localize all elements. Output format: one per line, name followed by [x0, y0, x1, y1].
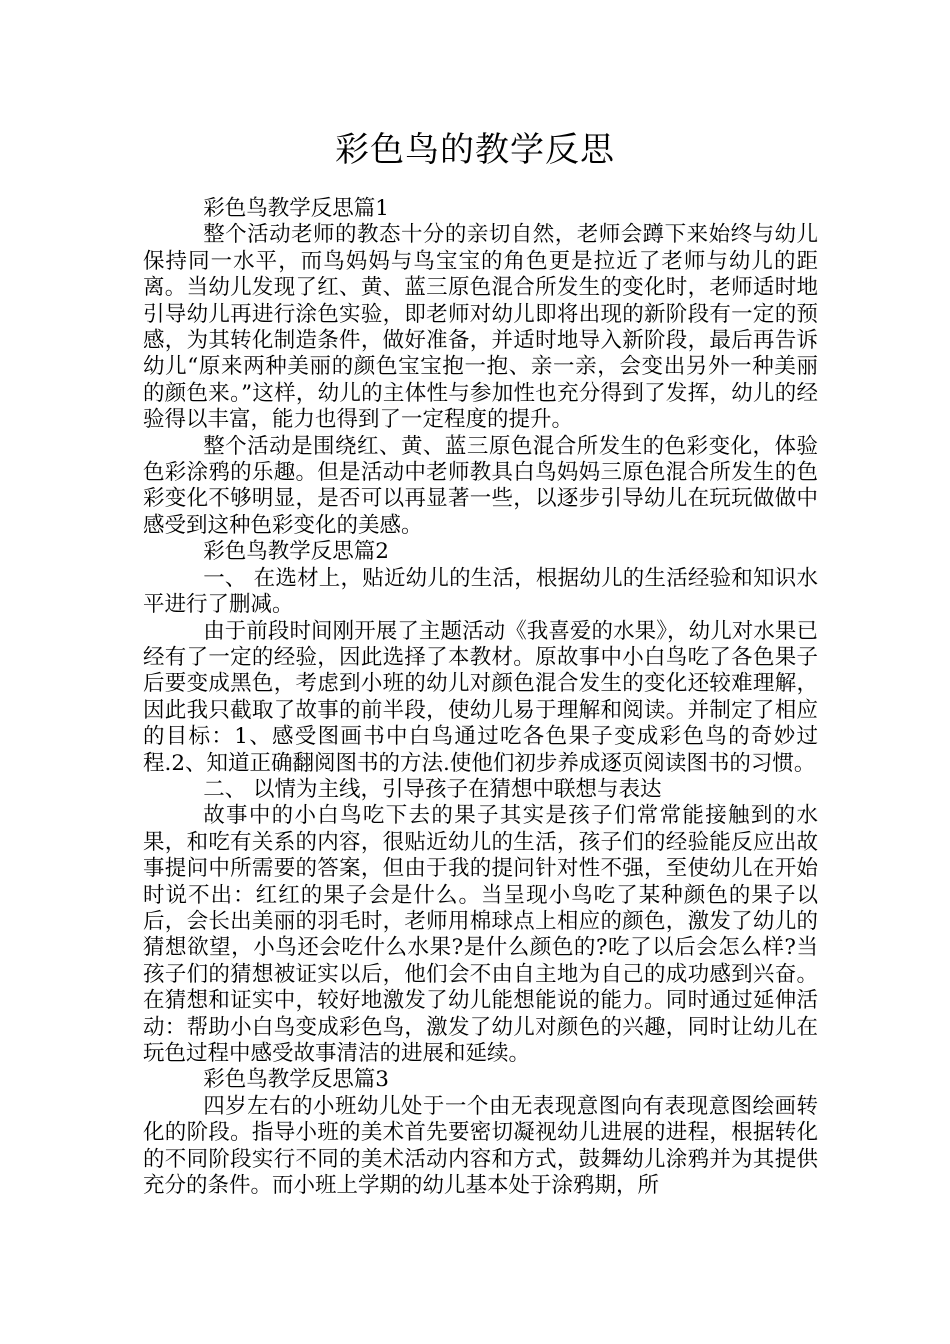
section-heading: 彩色鸟教学反思篇3 [203, 1067, 389, 1093]
document-title: 彩色鸟的教学反思 [335, 130, 615, 170]
paragraph: 四岁左右的小班幼儿处于一个由无表现意图向有表现意图绘画转化的阶段。指导小班的美术首先要密切凝视幼儿进展的进程，根据转化的不同阶段实行不同的美术活动内容和方式，鼓舞幼儿涂鸦并为其提供充分的条件。而小班上学期的幼儿基本处于涂鸦期，所 [143, 1093, 818, 1199]
paragraph: 故事中的小白鸟吃下去的果子其实是孩子们常常能接触到的水果，和吃有关系的内容，很贴近幼儿的生活，孩子们的经验能反应出故事提问中所需要的答案，但由于我的提问针对性不强，至使幼儿在开始时说不出：红红的果子会是什么。当呈现小鸟吃了某种颜色的果子以后，会长出美丽的羽毛时，老师用棉球点上相应的颜色，激发了幼儿的猜想欲望，小鸟还会吃什么水果?是什么颜色的?吃了以后会怎么样?当孩子们的猜想被证实以后，他们会不由自主地为自己的成功感到兴奋。在猜想和证实中，较好地激发了幼儿能想能说的能力。同时通过延伸活动：帮助小白鸟变成彩色鸟，激发了幼儿对颜色的兴趣，同时让幼儿在玩色过程中感受故事清洁的进展和延续。 [143, 803, 818, 1066]
paragraph: 一、 在选材上，贴近幼儿的生活，根据幼儿的生活经验和知识水平进行了删减。 [143, 565, 818, 618]
paragraph: 由于前段时间刚开展了主题活动《我喜爱的水果》，幼儿对水果已经有了一定的经验，因此选择了本教材。原故事中小白鸟吃了各色果子后要变成黑色，考虑到小班的幼儿对颜色混合发生的变化还较难理解，因此我只截取了故事的前半段，使幼儿易于理解和阅读。并制定了相应的目标：1、感受图画书中白鸟通过吃各色果子变成彩色鸟的奇妙过程.2、知道正确翻阅图书的方法.使他们初步养成逐页阅读图书的习惯。 [143, 618, 818, 776]
document-body [143, 196, 818, 1199]
paragraph: 二、 以情为主线，引导孩子在猜想中联想与表达 [203, 776, 662, 802]
section-heading: 彩色鸟教学反思篇1 [203, 196, 389, 221]
paragraph: 整个活动老师的教态十分的亲切自然，老师会蹲下来始终与幼儿保持同一水平，而鸟妈妈与鸟宝宝的角色更是拉近了老师与幼儿的距离。当幼儿发现了红、黄、蓝三原色混合所发生的变化时，老师适时地引导幼儿再进行涂色实验，即老师对幼儿即将出现的新阶段有一定的预感，为其转化制造条件，做好准备，并适时地导入新阶段，最后再告诉幼儿“原来两种美丽的颜色宝宝抱一抱、亲一亲，会变出另外一种美丽的颜色来。”这样，幼儿的主体性与参加性也充分得到了发挥，幼儿的经验得以丰富，能力也得到了一定程度的提升。 [143, 222, 818, 433]
paragraph: 整个活动是围绕红、黄、蓝三原色混合所发生的色彩变化，体验色彩涂鸦的乐趣。但是活动中老师教具白鸟妈妈三原色混合所发生的色彩变化不够明显，是否可以再显著一些，以逐步引导幼儿在玩玩做做中感受到这种色彩变化的美感。 [143, 433, 818, 538]
section-heading: 彩色鸟教学反思篇2 [203, 539, 389, 565]
